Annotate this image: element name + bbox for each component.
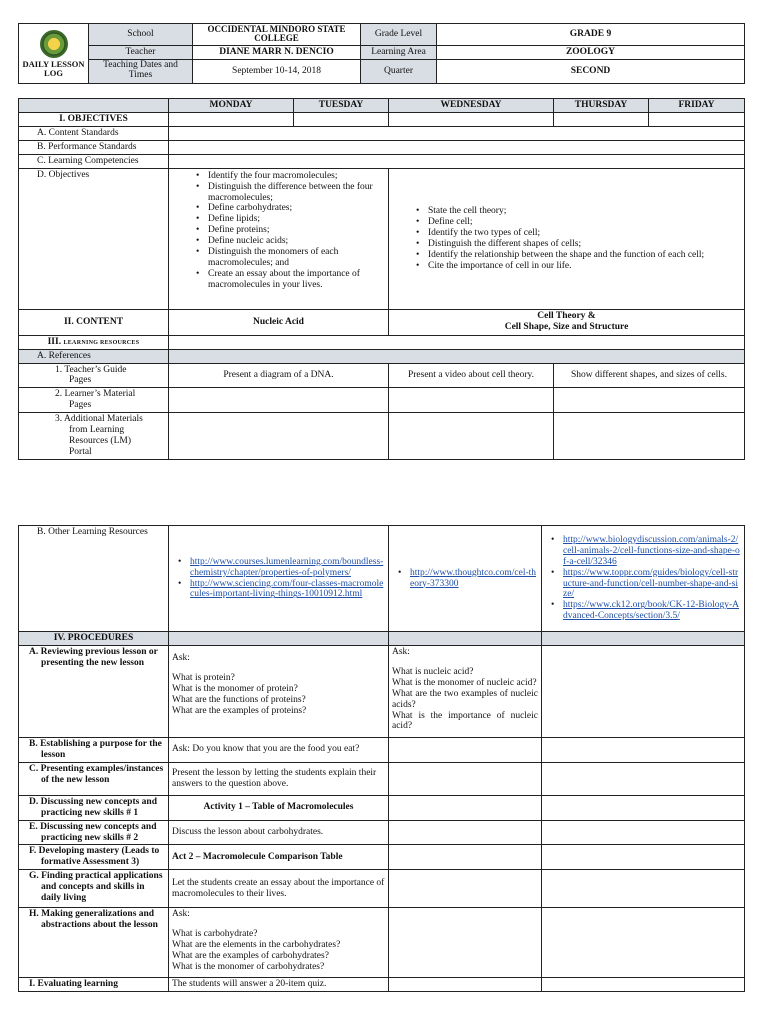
proc-h-monday bbox=[169, 908, 389, 978]
thursday-resource-link-2[interactable]: https://www.toppr.com/guides/biology/cell-structure-and-function/cell-number-shape-and-size/ bbox=[563, 567, 739, 600]
monday-objectives bbox=[169, 168, 389, 309]
thursday-resource-link-1[interactable]: http://www.biologydiscussion.com/animals-2/cell-animals-2/cell-functions-size-and-shape-of-a-cell/32346 bbox=[563, 534, 740, 567]
teachers-guide-monday: Present a diagram of a DNA. bbox=[169, 363, 389, 388]
learning-competencies-label: C. Learning Competencies bbox=[19, 154, 169, 168]
lm-line1: 2. Learner’s Material bbox=[55, 389, 136, 400]
header-table bbox=[18, 23, 745, 84]
proc-i-monday: The students will answer a 20-item quiz. bbox=[169, 978, 389, 992]
monday-objective-8: • Create an essay about the importance of macromolecules in your lives. bbox=[172, 269, 385, 291]
proc-e-monday: Discuss the lesson about carbohydrates. bbox=[169, 820, 389, 845]
wednesday-objective-5: • Identify the relationship between the shape and the function of each cell; bbox=[392, 250, 741, 261]
proc-d-monday: Activity 1 – Table of Macromolecules bbox=[169, 795, 389, 820]
proc-c-monday: Present the lesson by letting the students explain their answers to the question above. bbox=[169, 762, 389, 795]
proc-h-mon-question-1: What is carbohydrate? bbox=[172, 929, 258, 940]
other-resources-wednesday bbox=[389, 526, 542, 632]
log-title: DAILY LESSON LOG bbox=[22, 59, 85, 79]
monday-objective-2: • Distinguish the difference between the four macromolecules; bbox=[172, 182, 385, 204]
content-monday: Nucleic Acid bbox=[169, 309, 389, 335]
proc-a-wed-question-1: What is nucleic acid? bbox=[392, 666, 474, 677]
proc-f-label: F. Developing mastery (Leads to formative Assessment 3) bbox=[19, 845, 169, 870]
proc-f-monday: Act 2 – Macromolecule Comparison Table bbox=[169, 845, 389, 870]
performance-standards-label: B. Performance Standards bbox=[19, 140, 169, 154]
area-label: Learning Area bbox=[361, 45, 437, 59]
proc-h-mon-question-3: What are the examples of carbohydrates? bbox=[172, 951, 329, 962]
proc-h-label: H. Making generalizations and abstractions about the lesson bbox=[19, 908, 169, 978]
objectives-title: I. OBJECTIVES bbox=[19, 113, 169, 127]
school-label: School bbox=[89, 24, 193, 46]
wednesday-objectives bbox=[389, 168, 745, 309]
monday-objective-1: • Identify the four macromolecules; bbox=[172, 171, 385, 182]
quarter-value: SECOND bbox=[437, 59, 745, 83]
monday-resource-link-2[interactable]: http://www.sciencing.com/four-classes-macromolecules-important-living-things-10010912.html bbox=[190, 578, 384, 600]
proc-h-mon-ask: Ask: bbox=[172, 909, 190, 920]
teacher-label: Teacher bbox=[89, 45, 193, 59]
teacher-value: DIANE MARR N. DENCIO bbox=[193, 45, 361, 59]
quarter-label: Quarter bbox=[361, 59, 437, 83]
objectives-label: D. Objectives bbox=[19, 168, 169, 309]
proc-a-wednesday bbox=[389, 645, 542, 737]
resources-title-text: LEARNING RESOURCES bbox=[63, 339, 140, 346]
school-value: OCCIDENTAL MINDORO STATE COLLEGE bbox=[193, 24, 361, 46]
thursday-resource-link-3[interactable]: https://www.ck12.org/book/CK-12-Biology-Advanced-Concepts/section/3.5/ bbox=[563, 600, 740, 622]
proc-g-monday: Let the students create an essay about the importance of macromolecules to their lives. bbox=[169, 870, 389, 908]
proc-e-label: E. Discussing new concepts and practicing new skills # 2 bbox=[19, 820, 169, 845]
monday-objective-7: • Distinguish the monomers of each macromolecules; and bbox=[172, 247, 385, 269]
teachers-guide-wednesday: Present a video about cell theory. bbox=[389, 363, 554, 388]
thursday-resource-3 bbox=[545, 600, 741, 622]
proc-a-wed-ask: Ask: bbox=[392, 646, 410, 657]
proc-i-label: I. Evaluating learning bbox=[19, 978, 169, 992]
school-logo-cell bbox=[19, 24, 89, 84]
proc-a-mon-question-2: What is the monomer of protein? bbox=[172, 683, 298, 694]
learners-material-label bbox=[19, 388, 169, 413]
proc-a-wed-question-2: What is the monomer of nucleic acid? bbox=[392, 677, 537, 688]
area-value: ZOOLOGY bbox=[437, 45, 745, 59]
content-wed-line1: Cell Theory & bbox=[537, 311, 596, 322]
proc-a-mon-question-4: What are the examples of proteins? bbox=[172, 705, 307, 716]
resources-roman: III. bbox=[47, 336, 62, 347]
proc-h-mon-question-2: What are the elements in the carbohydrates? bbox=[172, 940, 341, 951]
am-line4: Portal bbox=[69, 446, 92, 457]
dates-value: September 10-14, 2018 bbox=[193, 59, 361, 83]
additional-materials-label bbox=[19, 413, 169, 460]
monday-resource-1 bbox=[172, 557, 385, 579]
am-line2: from Learning bbox=[69, 425, 125, 436]
monday-resource-link-1[interactable]: http://www.courses.lumenlearning.com/boundless-chemistry/chapter/properties-of-polymers/ bbox=[190, 556, 384, 578]
tg-line1: 1. Teacher’s Guide bbox=[55, 364, 127, 375]
wednesday-objective-4: • Distinguish the different shapes of cells; bbox=[392, 239, 741, 250]
proc-a-wed-question-4: What is the importance of nucleic acid? bbox=[392, 710, 538, 732]
proc-a-mon-ask: Ask: bbox=[172, 652, 190, 663]
wednesday-objective-6: • Cite the importance of cell in our life. bbox=[392, 261, 741, 272]
school-seal-icon bbox=[40, 30, 68, 58]
thursday-resource-1 bbox=[545, 535, 741, 568]
other-resources-label: B. Other Learning Resources bbox=[19, 526, 169, 632]
other-resources-thursday bbox=[542, 526, 745, 632]
teachers-guide-label bbox=[19, 363, 169, 388]
wednesday-objective-2: • Define cell; bbox=[392, 217, 741, 228]
wednesday-objective-1: • State the cell theory; bbox=[392, 206, 741, 217]
procedures-title: IV. PROCEDURES bbox=[19, 632, 169, 646]
proc-a-mon-question-1: What is protein? bbox=[172, 672, 235, 683]
monday-objective-5: • Define proteins; bbox=[172, 225, 385, 236]
references-label: A. References bbox=[19, 349, 169, 363]
content-wed-line2: Cell Shape, Size and Structure bbox=[504, 322, 629, 333]
proc-g-label: G. Finding practical applications and concepts and skills in daily living bbox=[19, 870, 169, 908]
grade-label: Grade Level bbox=[361, 24, 437, 46]
day-monday: MONDAY bbox=[169, 99, 294, 113]
monday-objective-4: • Define lipids; bbox=[172, 214, 385, 225]
proc-d-label: D. Discussing new concepts and practicing new skills # 1 bbox=[19, 795, 169, 820]
grade-value: GRADE 9 bbox=[437, 24, 745, 46]
proc-a-mon-question-3: What are the functions of proteins? bbox=[172, 694, 306, 705]
monday-objective-6: • Define nucleic acids; bbox=[172, 236, 385, 247]
blank-corner bbox=[19, 99, 169, 113]
learning-resources-title bbox=[19, 335, 169, 349]
proc-h-mon-question-4: What is the monomer of carbohydrates? bbox=[172, 961, 325, 972]
monday-objective-3: • Define carbohydrates; bbox=[172, 203, 385, 214]
proc-c-label: C. Presenting examples/instances of the new lesson bbox=[19, 762, 169, 795]
proc-b-label: B. Establishing a purpose for the lesson bbox=[19, 737, 169, 762]
other-resources-monday bbox=[169, 526, 389, 632]
lesson-table-page-2 bbox=[18, 525, 745, 992]
content-standards-label: A. Content Standards bbox=[19, 126, 169, 140]
wednesday-resource-link-1[interactable]: http://www.thoughtco.com/cel-theory-373300 bbox=[410, 567, 537, 589]
am-line3: Resources (LM) bbox=[69, 436, 131, 447]
day-wednesday: WEDNESDAY bbox=[389, 99, 554, 113]
day-friday: FRIDAY bbox=[649, 99, 745, 113]
proc-a-wed-question-3: What are the two examples of nucleic acids? bbox=[392, 688, 538, 710]
am-line1: 3. Additional Materials bbox=[55, 414, 143, 425]
proc-a-label: A. Reviewing previous lesson or presenting the new lesson bbox=[19, 645, 169, 737]
day-tuesday: TUESDAY bbox=[294, 99, 389, 113]
lesson-table-page-1 bbox=[18, 98, 745, 460]
monday-resource-2 bbox=[172, 579, 385, 601]
content-label: II. CONTENT bbox=[19, 309, 169, 335]
proc-b-monday: Ask: Do you know that you are the food you eat? bbox=[169, 737, 389, 762]
dates-label: Teaching Dates and Times bbox=[89, 59, 193, 83]
wednesday-objective-3: • Identify the two types of cell; bbox=[392, 228, 741, 239]
thursday-resource-2 bbox=[545, 568, 741, 601]
proc-a-monday bbox=[169, 645, 389, 737]
lm-line2: Pages bbox=[69, 400, 92, 411]
content-wednesday bbox=[389, 309, 745, 335]
day-thursday: THURSDAY bbox=[554, 99, 649, 113]
teachers-guide-thursday: Show different shapes, and sizes of cells. bbox=[554, 363, 745, 388]
tg-line2: Pages bbox=[69, 375, 92, 386]
wednesday-resource-1 bbox=[392, 568, 538, 590]
